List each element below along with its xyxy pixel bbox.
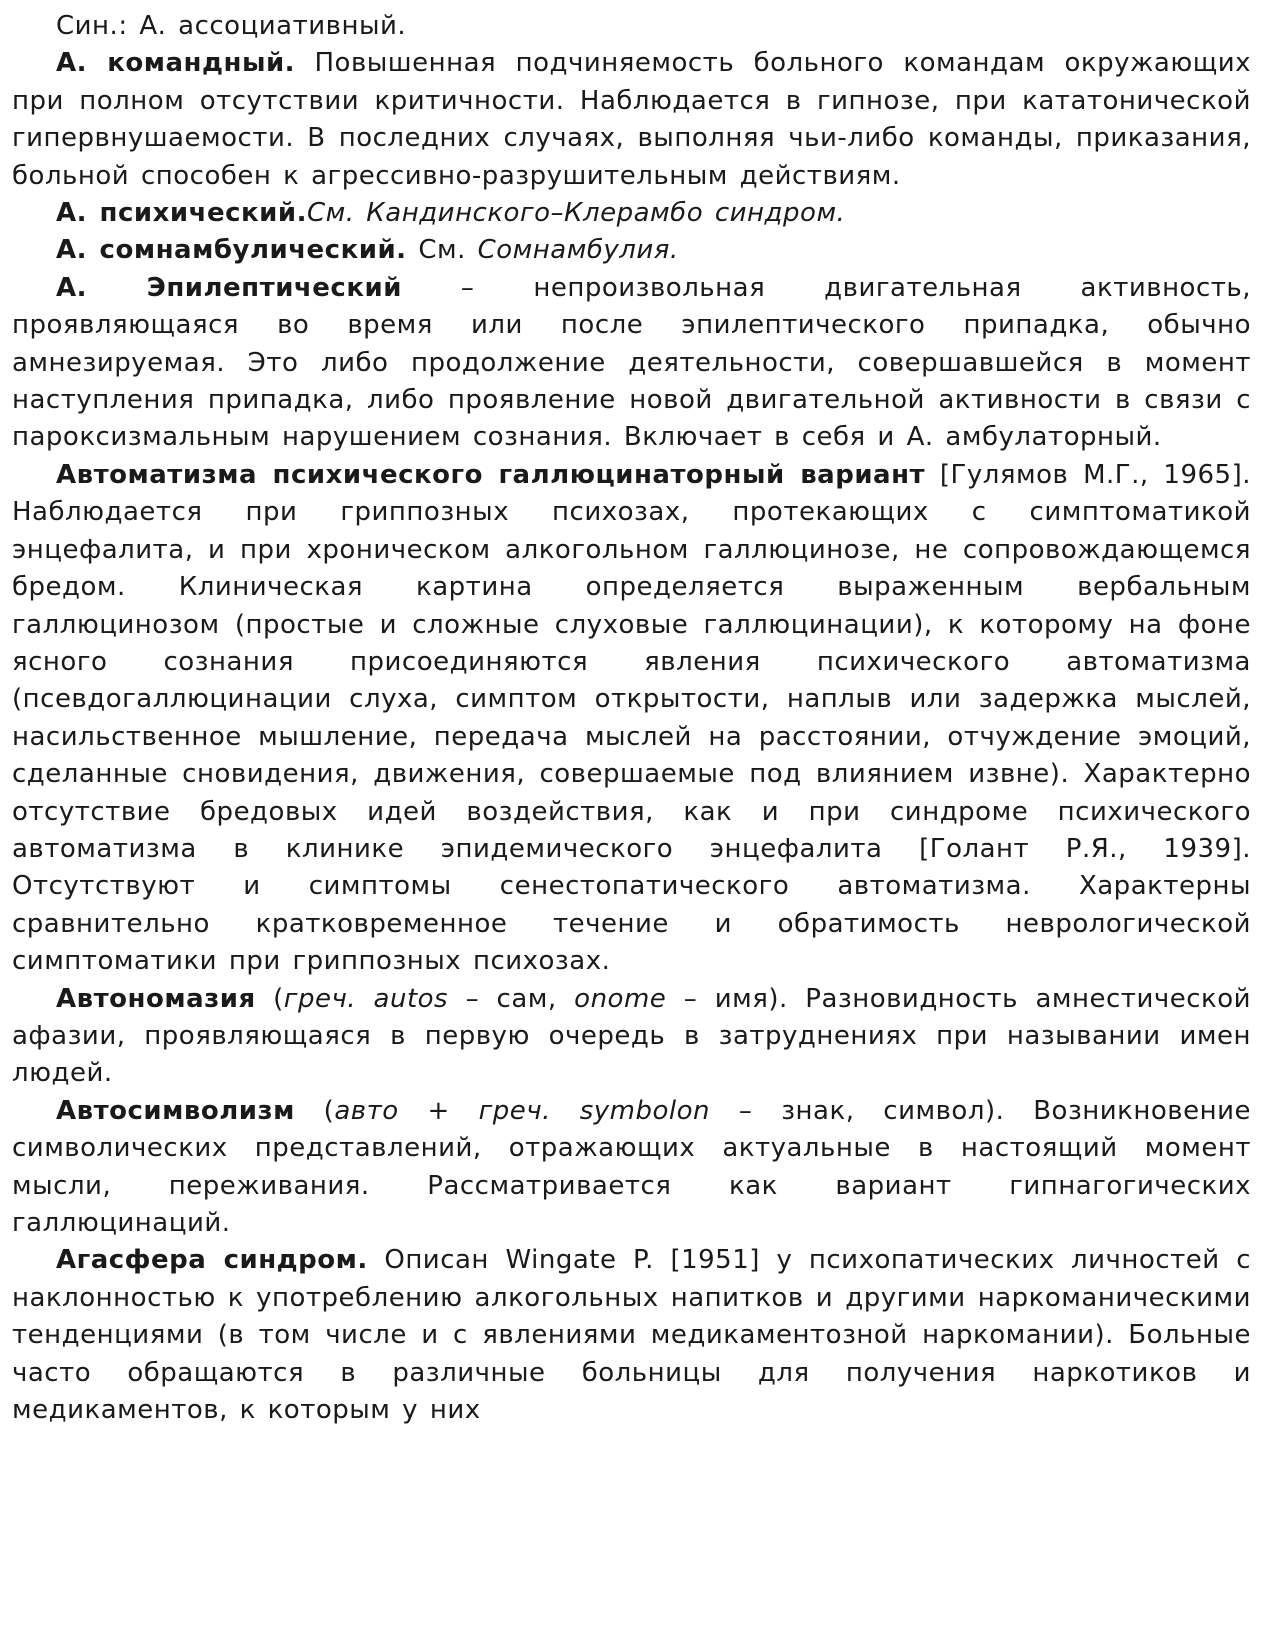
- entry-avtomatizma: [12, 457, 1251, 981]
- entry-epilepticheskiy: [12, 270, 1251, 457]
- italic-text: греч. autos: [283, 983, 449, 1014]
- body-text: См.: [406, 235, 478, 266]
- entry-avtosimvolizm: [12, 1093, 1251, 1243]
- entry-syn: [12, 8, 1251, 45]
- body-text: – знак, символ). Возникновение символических представлений, отражающих актуальные в настоящий момент мысли, переживания. Рассматривается как вариант гипнагогических галлюцинаций.: [12, 1095, 1251, 1238]
- body-text: Описан Wingate P. [1951] у психопатических личностей с наклонностью к употреблению алкогольных напитков и другими наркоманическими тенденциями (в том числе и с явлениями медикаментозной наркомании). Больные часто обращаются в различные больницы для получения наркотиков и медикаментов, к которым у них: [12, 1245, 1252, 1426]
- body-text: +: [398, 1095, 479, 1126]
- term-heading: Автономазия: [56, 983, 256, 1014]
- term-heading: Агасфера синдром.: [56, 1245, 368, 1276]
- body-text: (: [294, 1095, 335, 1126]
- body-text: – непроизвольная двигательная активность, проявляющаяся во время или после эпилептического припадка, обычно амнезируемая. Это либо продолжение деятельности, совершавшейся в момент наступления припадка, либо проявление новой двигательной активности в связи с пароксизмальным нарушением сознания. Включает в себя и А. амбулаторный.: [12, 272, 1251, 453]
- term-heading: А. сомнамбулический.: [56, 235, 407, 266]
- body-text: [Гулямов М.Г., 1965]. Наблюдается при гриппозных психозах, протекающих с симптоматикой энцефалита, и при хроническом алкогольном галлюцинозе, не сопровождающемся бредом. Клиническая картина определяется выраженным вербальным галлюцинозом (простые и сложные слуховые галлюцинации), к которому на фоне ясного сознания присоединяются явления психического автоматизма (псевдогаллюцинации слуха, симптом открытости, наплыв или задержка мыслей, насильственное мышление, передача мыслей на расстоянии, отчуждение эмоций, сделанные сновидения, движения, совершаемые под влиянием извне). Характерно отсутствие бредовых идей воздействия, как и при синдроме психического автоматизма в клинике эпидемического энцефалита [Голант Р.Я., 1939]. Отсутствуют и симптомы сенестопатического автоматизма. Характерны сравнительно кратковременное течение и обратимость неврологической симптоматики при гриппозных психозах.: [12, 459, 1251, 977]
- body-text: Повышенная подчиняемость больного командам окружающих при полном отсутствии критичности. Наблюдается в гипнозе, при кататонической гипервнушаемости. В последних случаях, выполняя чьи-либо команды, приказания, больной способен к агрессивно-разрушительным действиям.: [12, 48, 1252, 191]
- term-heading: Автосимволизм: [56, 1095, 295, 1126]
- italic-text: греч. symbolon: [478, 1095, 711, 1126]
- body-text: (: [255, 983, 284, 1014]
- entry-komandny: [12, 45, 1251, 195]
- body-text: Син.: А. ассоциативный.: [56, 11, 407, 41]
- entry-avtonomazia: [12, 981, 1251, 1093]
- term-heading: А. командный.: [56, 48, 296, 79]
- body-text: – сам,: [448, 983, 575, 1014]
- italic-text: См. Кандинского–Клерамбо синдром.: [307, 198, 846, 229]
- body-text: – имя). Разновидность амнестической афазии, проявляющаяся в первую очередь в затруднениях при назывании имен людей.: [12, 983, 1251, 1089]
- italic-text: Сомнамбулия.: [477, 235, 679, 266]
- italic-text: onome: [574, 983, 667, 1014]
- entry-psikhichesky: [12, 195, 1251, 232]
- term-heading: Автоматизма психического галлюцинаторный вариант: [56, 459, 926, 490]
- italic-text: авто: [334, 1095, 399, 1126]
- entry-agasfera: [12, 1242, 1251, 1429]
- entry-somnambulichesky: [12, 232, 1251, 269]
- term-heading: А. Эпилептический: [56, 272, 402, 303]
- term-heading: А. психический.: [56, 198, 307, 229]
